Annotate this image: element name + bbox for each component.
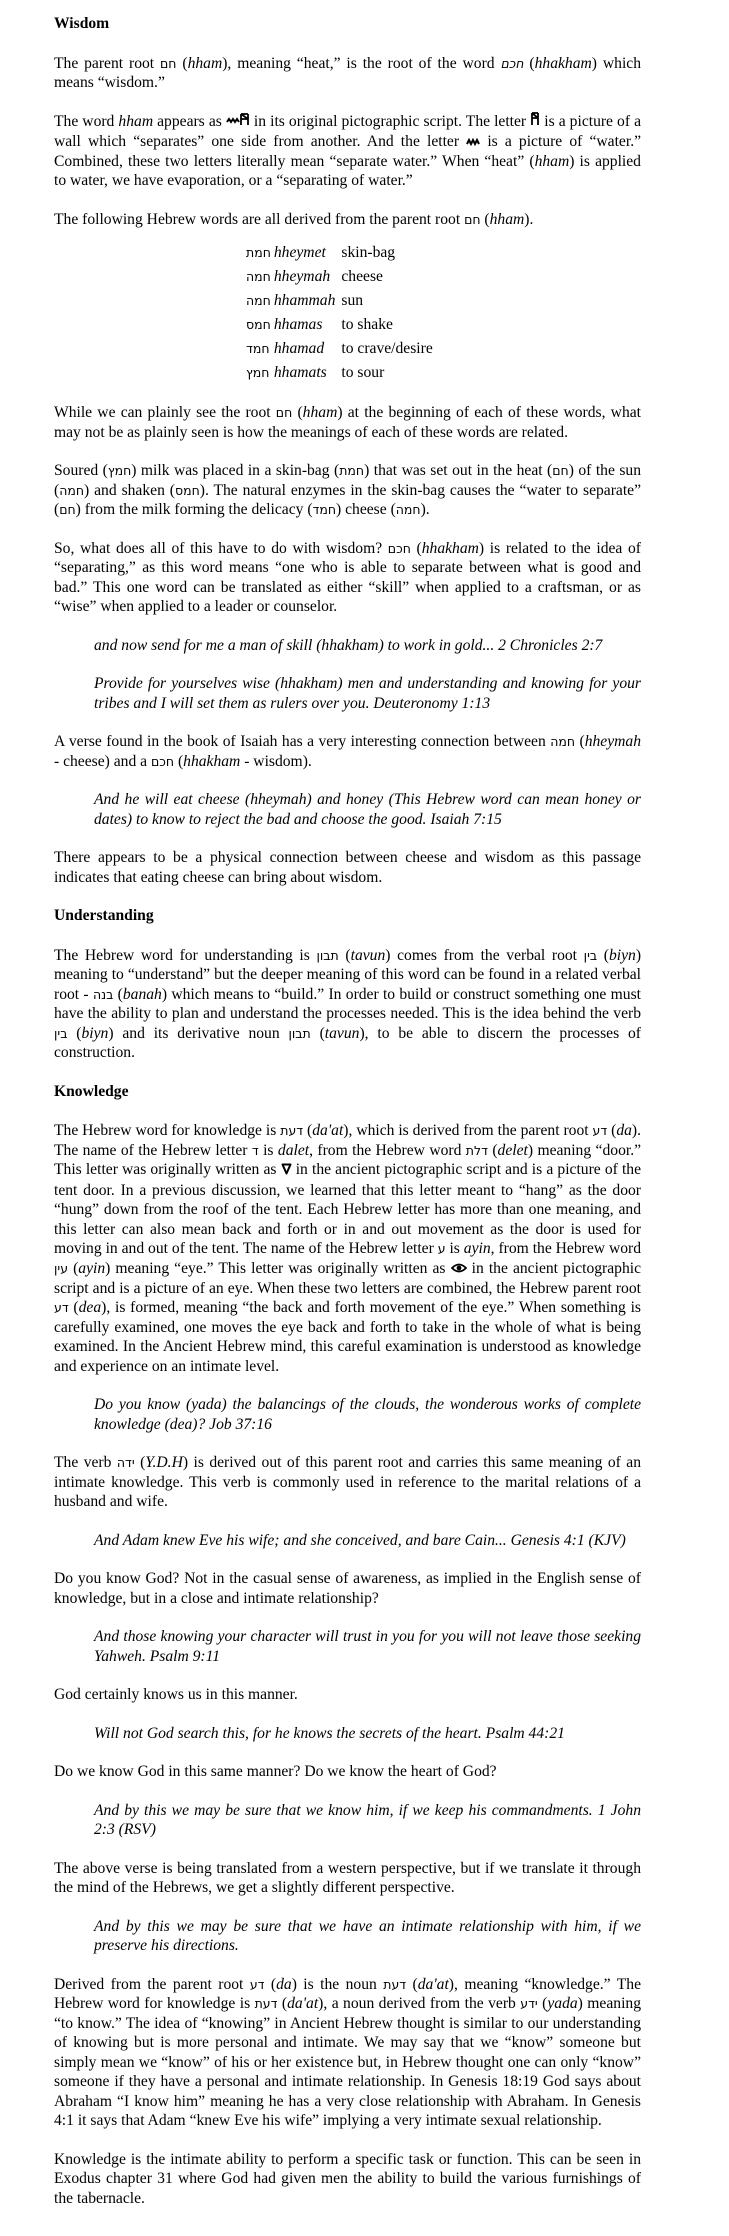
hebrew-word: חם bbox=[552, 463, 569, 479]
section-heading-wisdom: Wisdom bbox=[54, 15, 110, 32]
text: A verse found in the book of Isaiah has a very interesting connection between bbox=[54, 733, 551, 751]
text: The word bbox=[54, 112, 119, 130]
text: ) at the beginning of each of these words, what may not be as plainly seen is how the meanings of each of these words are related. bbox=[54, 404, 641, 441]
scripture-quote: And Adam knew Eve his wife; and she conceived, and bare Cain... Genesis 4:1 (KJV) bbox=[94, 1531, 626, 1549]
transliteration: da'at bbox=[312, 1122, 344, 1140]
word-meaning: to sour bbox=[341, 364, 385, 382]
text: ) which means to “build.” In order to build or construct something one must have the ability to plan and understand the processes needed. This is the idea behind the verb bbox=[54, 985, 641, 1023]
text: The verb bbox=[54, 1454, 117, 1472]
word-meaning: to shake bbox=[341, 316, 393, 334]
hebrew-word: דע bbox=[592, 1123, 608, 1139]
hebrew-word: חמה bbox=[550, 734, 576, 750]
text: is a picture of a wall which “separates” one side from another. And the letter bbox=[54, 112, 642, 150]
transliteration: dalet bbox=[277, 1141, 310, 1159]
scripture-quote: And by this we may be sure that we have an intimate relationship with him, if we preserve his directions. bbox=[94, 1917, 641, 1955]
text: ( bbox=[174, 752, 184, 770]
text: ( bbox=[67, 1024, 82, 1042]
paragraph bbox=[54, 461, 641, 520]
text: ), meaning “heat,” is the root of the word bbox=[222, 54, 501, 72]
hebrew-word: עין bbox=[54, 1260, 69, 1276]
text: ( bbox=[113, 985, 123, 1003]
text: ( bbox=[487, 1141, 498, 1159]
word-meaning: skin-bag bbox=[341, 244, 396, 262]
hebrew-word: תבון bbox=[288, 1025, 311, 1041]
hebrew-word: דעת bbox=[280, 1123, 304, 1139]
text: ) meaning “eye.” This letter was originally written as bbox=[105, 1259, 451, 1277]
hebrew-word: חם bbox=[464, 211, 481, 227]
hebrew-word: דלת bbox=[465, 1142, 488, 1158]
transliteration: da bbox=[616, 1122, 632, 1140]
transliteration: da bbox=[276, 1975, 292, 1993]
paragraph: There appears to be a physical connection between cheese and wisdom as this passage indicates that eating cheese can bring about wisdom. bbox=[54, 849, 641, 886]
word-list-row bbox=[246, 361, 437, 385]
paragraph bbox=[54, 1121, 641, 1376]
hebrew-word: חמה bbox=[246, 269, 271, 285]
text: ( bbox=[68, 1299, 79, 1317]
hebrew-word: ידע bbox=[520, 1996, 538, 2012]
text: ( bbox=[303, 1122, 313, 1140]
text: ) milk was placed in a skin-bag ( bbox=[131, 462, 340, 480]
text: ( bbox=[292, 404, 303, 422]
hebrew-word: חם bbox=[275, 405, 293, 421]
text: ) from the milk forming the delicacy ( bbox=[75, 501, 313, 519]
text: ). bbox=[420, 501, 430, 519]
paragraph: Do you know God? Not in the casual sense of awareness, as implied in the English sense of knowledge, but in a close and intimate relationship? bbox=[54, 1570, 641, 1607]
text: ) meaning to “understand” but the deeper meaning of this word can be found in a related verbal root - bbox=[54, 946, 642, 1003]
transliteration: hhamas bbox=[273, 316, 323, 334]
transliteration: delet bbox=[497, 1141, 528, 1159]
word-list-row bbox=[246, 337, 437, 361]
paragraph bbox=[54, 112, 641, 191]
text: is a picture of “water.” Combined, these two letters literally mean “separate water.” When “heat” ( bbox=[54, 132, 642, 170]
scripture-quote: And those knowing your character will trust in you for you will not leave those seeking Yahweh. Psalm 9:11 bbox=[94, 1628, 641, 1665]
scripture-quote: Will not God search this, for he knows the secrets of the heart. Psalm 44:21 bbox=[94, 1724, 565, 1742]
text: ( bbox=[176, 54, 188, 72]
text: ( bbox=[607, 1122, 617, 1140]
text: ), which is derived from the parent root bbox=[343, 1122, 593, 1140]
transliteration: dea bbox=[78, 1299, 102, 1317]
text: ( bbox=[406, 1975, 418, 1993]
transliteration: ayin bbox=[78, 1259, 106, 1277]
text: ) which means “wisdom.” bbox=[54, 54, 641, 91]
pictographic-het-wall-icon bbox=[530, 112, 540, 132]
text: is bbox=[445, 1240, 464, 1258]
text: ) is related to the idea of “separating,” as this word means “one who is able to separate between what is good and bad.” This one word can be translated as either “skill” when applied to a craftsman, or as “wise” when applied to a leader or counselor. bbox=[54, 539, 642, 616]
text: While we can plainly see the root bbox=[54, 404, 276, 422]
hebrew-word: בנה bbox=[92, 986, 114, 1002]
text: So, what does all of this have to do with wisdom? bbox=[54, 539, 388, 557]
paragraph: Knowledge is the intimate ability to perform a specific task or function. This can be seen in Exodus chapter 31 where God had given men the ability to build the various furnishings of the tabernacle. bbox=[54, 2150, 641, 2207]
hebrew-word: חמד bbox=[246, 341, 270, 357]
transliteration: Y.D.H bbox=[145, 1454, 183, 1472]
text: ( bbox=[537, 1995, 548, 2013]
scripture-quote: and now send for me a man of skill (hhakham) to work in gold... 2 Chronicles 2:7 bbox=[94, 636, 603, 654]
text: ), is formed, meaning “the back and forth movement of the eye.” When something is carefully examined, one moves the eye back and forth to take in the whole of what is being examined. In the Ancient Hebrew mind, this careful examination is understood as knowledge and experience on an intimate level. bbox=[54, 1299, 641, 1375]
text: , from the Hebrew word bbox=[490, 1240, 641, 1258]
pictographic-hham-icon bbox=[226, 112, 250, 132]
text: ( bbox=[277, 1995, 288, 2013]
text: ( bbox=[410, 539, 422, 557]
text: ) is the noun bbox=[291, 1975, 384, 1993]
text: ) that was set out in the heat ( bbox=[364, 462, 553, 480]
hebrew-word: חם bbox=[59, 502, 76, 518]
transliteration: tavun bbox=[350, 946, 386, 964]
text: ). The name of the Hebrew letter bbox=[54, 1122, 641, 1159]
text: ( bbox=[310, 1024, 325, 1042]
hebrew-word-list bbox=[246, 241, 437, 385]
hebrew-word: חמס bbox=[174, 482, 200, 498]
text: The Hebrew word for knowledge is bbox=[54, 1122, 281, 1140]
hebrew-word: בין bbox=[583, 947, 598, 963]
hebrew-word: חכם bbox=[387, 540, 411, 556]
paragraph bbox=[54, 539, 641, 617]
transliteration: tavun bbox=[324, 1024, 360, 1042]
text: ( bbox=[264, 1975, 277, 1993]
text: Derived from the parent root bbox=[54, 1975, 250, 1993]
text: ), meaning “knowledge.” The Hebrew word for knowledge is bbox=[54, 1975, 641, 2013]
text: ) of the sun ( bbox=[54, 462, 641, 499]
transliteration: hheymah bbox=[584, 733, 641, 751]
hebrew-word: דעת bbox=[383, 1976, 407, 1992]
text: Soured ( bbox=[54, 462, 108, 480]
paragraph bbox=[54, 54, 641, 93]
text: ). The natural enzymes in the skin-bag causes the “water to separate” ( bbox=[54, 481, 642, 519]
hebrew-word: ידה bbox=[116, 1455, 135, 1471]
pictographic-dalet-door-icon bbox=[281, 1161, 292, 1181]
transliteration: hhakham bbox=[183, 752, 241, 770]
hebrew-word: חמה bbox=[246, 293, 271, 309]
hebrew-word: דע bbox=[54, 1300, 69, 1316]
transliteration: yada bbox=[547, 1995, 578, 2013]
hebrew-word: בין bbox=[54, 1025, 68, 1041]
text: ) comes from the verbal root bbox=[385, 946, 584, 964]
text: in the ancient pictographic script and is a picture of the tent door. In a previous discussion, we learned that this letter meant to “hang” as the door “hung” down from the roof of the tent. Each Hebrew letter has more than one meaning, and this letter can also mean back and forth or in and out movement as the door is used for moving in and out of the tent. The name of the Hebrew letter bbox=[54, 1161, 641, 1258]
text: ( bbox=[575, 733, 585, 751]
text: in the ancient pictographic script and is a picture of an eye. When these two letters are combined, the Hebrew parent root bbox=[54, 1259, 641, 1297]
hebrew-word: חמס bbox=[246, 317, 271, 333]
text: ) is derived out of this parent root and carries this same meaning of an intimate knowledge. This verb is commonly used in reference to the marital relations of a husband and wife. bbox=[54, 1454, 641, 1511]
hebrew-word: דע bbox=[249, 1976, 265, 1992]
hebrew-word: חמד bbox=[312, 502, 337, 518]
text: ). bbox=[524, 210, 534, 228]
transliteration: hham bbox=[302, 404, 338, 422]
hebrew-word: חמה bbox=[59, 482, 85, 498]
text: ) and shaken ( bbox=[84, 481, 175, 499]
text: ) cheese ( bbox=[336, 501, 396, 519]
text: The following Hebrew words are all derived from the parent root bbox=[54, 210, 465, 228]
transliteration: hham bbox=[187, 54, 223, 72]
text: ), to be able to discern the processes of construction. bbox=[54, 1024, 641, 1062]
transliteration: biyn bbox=[81, 1024, 109, 1042]
paragraph: Do we know God in this same manner? Do we know the heart of God? bbox=[54, 1763, 497, 1781]
text: ( bbox=[523, 54, 535, 72]
hebrew-word: תבון bbox=[316, 947, 339, 963]
text: ( bbox=[597, 946, 609, 964]
hebrew-word: חמת bbox=[246, 245, 271, 261]
pictographic-mem-water-icon bbox=[466, 132, 480, 152]
text: appears as bbox=[153, 112, 226, 130]
text: ) is applied to water, we have evaporation, or a “separating of water.” bbox=[54, 152, 641, 190]
hebrew-word: חמה bbox=[395, 502, 421, 518]
text: ( bbox=[480, 210, 490, 228]
transliteration: da'at bbox=[417, 1975, 449, 1993]
scripture-quote: Provide for yourselves wise (hhakham) men and understanding and knowing for your tribes and I will set them as rulers over you. Deuteronomy 1:13 bbox=[94, 675, 641, 712]
text: ) meaning “door.” This letter was originally written as bbox=[54, 1141, 642, 1179]
transliteration: da'at bbox=[287, 1995, 319, 2013]
transliteration: banah bbox=[122, 985, 162, 1003]
transliteration: hhamats bbox=[273, 364, 327, 382]
transliteration: hham bbox=[118, 112, 154, 130]
transliteration: hhammah bbox=[273, 292, 336, 310]
section-heading-understanding: Understanding bbox=[54, 907, 154, 925]
word-list-row bbox=[246, 313, 437, 337]
transliteration: hham bbox=[534, 152, 570, 170]
hebrew-word: דעת bbox=[254, 1996, 278, 2012]
section-heading-knowledge: Knowledge bbox=[54, 1082, 129, 1100]
hebrew-word: חמץ bbox=[246, 365, 270, 381]
hebrew-word: חכם bbox=[150, 753, 175, 769]
paragraph bbox=[54, 946, 641, 1063]
transliteration: hham bbox=[489, 210, 525, 228]
word-list-row bbox=[246, 289, 437, 313]
word-list-row bbox=[246, 265, 437, 289]
hebrew-word: חמץ bbox=[107, 463, 132, 479]
word-meaning: sun bbox=[341, 292, 364, 310]
paragraph bbox=[54, 1975, 641, 2131]
text: ( bbox=[338, 946, 351, 964]
paragraph bbox=[54, 732, 641, 771]
transliteration: hheymet bbox=[273, 244, 326, 262]
pictographic-ayin-eye-icon bbox=[451, 1259, 467, 1279]
word-meaning: cheese bbox=[341, 268, 383, 286]
text: ), a noun derived from the verb bbox=[318, 1995, 521, 2013]
transliteration: hheymah bbox=[273, 268, 331, 286]
text: in its original pictographic script. The letter bbox=[249, 112, 531, 130]
word-list-row bbox=[246, 241, 437, 265]
hebrew-word: חם bbox=[160, 55, 177, 71]
text: ) meaning “to know.” The idea of “knowing” in Ancient Hebrew thought is similar to our understanding of knowing but is more personal and intimate. We may say that we “know” someone but simply mean we “know” of his or her existence but, in Hebrew thought one can only “know” someone if they have a personal and intimate relationship. In Genesis 18:19 God says about Abraham “I know him” meaning he has a very close relationship with Abraham. In Genesis 4:1 it says that Adam “knew Eve his wife” implying a very intimate sexual relationship. bbox=[54, 1995, 641, 2130]
transliteration: hhamad bbox=[273, 340, 325, 358]
text: ( bbox=[68, 1259, 79, 1277]
hebrew-word: חכם bbox=[500, 55, 524, 71]
text: ) and its derivative noun bbox=[108, 1024, 289, 1042]
paragraph bbox=[54, 403, 641, 442]
transliteration: ayin bbox=[463, 1240, 491, 1258]
text: The parent root bbox=[54, 54, 161, 72]
text: , from the Hebrew word bbox=[309, 1141, 466, 1159]
transliteration: biyn bbox=[608, 946, 636, 964]
paragraph: The above verse is being translated from a western perspective, but if we translate it through the mind of the Hebrews, we get a slightly different perspective. bbox=[54, 1859, 641, 1897]
text: The Hebrew word for understanding is bbox=[54, 946, 317, 964]
transliteration: hhakham bbox=[421, 539, 479, 557]
text: ( bbox=[134, 1454, 146, 1472]
transliteration: hhakham bbox=[534, 54, 592, 72]
paragraph bbox=[54, 210, 641, 230]
scripture-quote: And by this we may be sure that we know him, if we keep his commandments. 1 John 2:3 (RSV) bbox=[94, 1801, 641, 1839]
scripture-quote: And he will eat cheese (hheymah) and honey (This Hebrew word can mean honey or dates) to know to reject the bad and choose the good. Isaiah 7:15 bbox=[94, 791, 641, 828]
hebrew-word: חמת bbox=[339, 463, 365, 479]
paragraph bbox=[54, 1453, 641, 1512]
text: is bbox=[258, 1141, 278, 1159]
word-meaning: to crave/desire bbox=[341, 340, 433, 358]
scripture-quote: Do you know (yada) the balancings of the clouds, the wonderous works of complete knowledge (dea)? Job 37:16 bbox=[94, 1396, 641, 1433]
text: - wisdom). bbox=[240, 752, 312, 770]
hebrew-letter: ד bbox=[251, 1142, 259, 1158]
text: - cheese) and a bbox=[54, 752, 151, 770]
paragraph: God certainly knows us in this manner. bbox=[54, 1686, 298, 1704]
hebrew-letter: ע bbox=[437, 1241, 446, 1257]
